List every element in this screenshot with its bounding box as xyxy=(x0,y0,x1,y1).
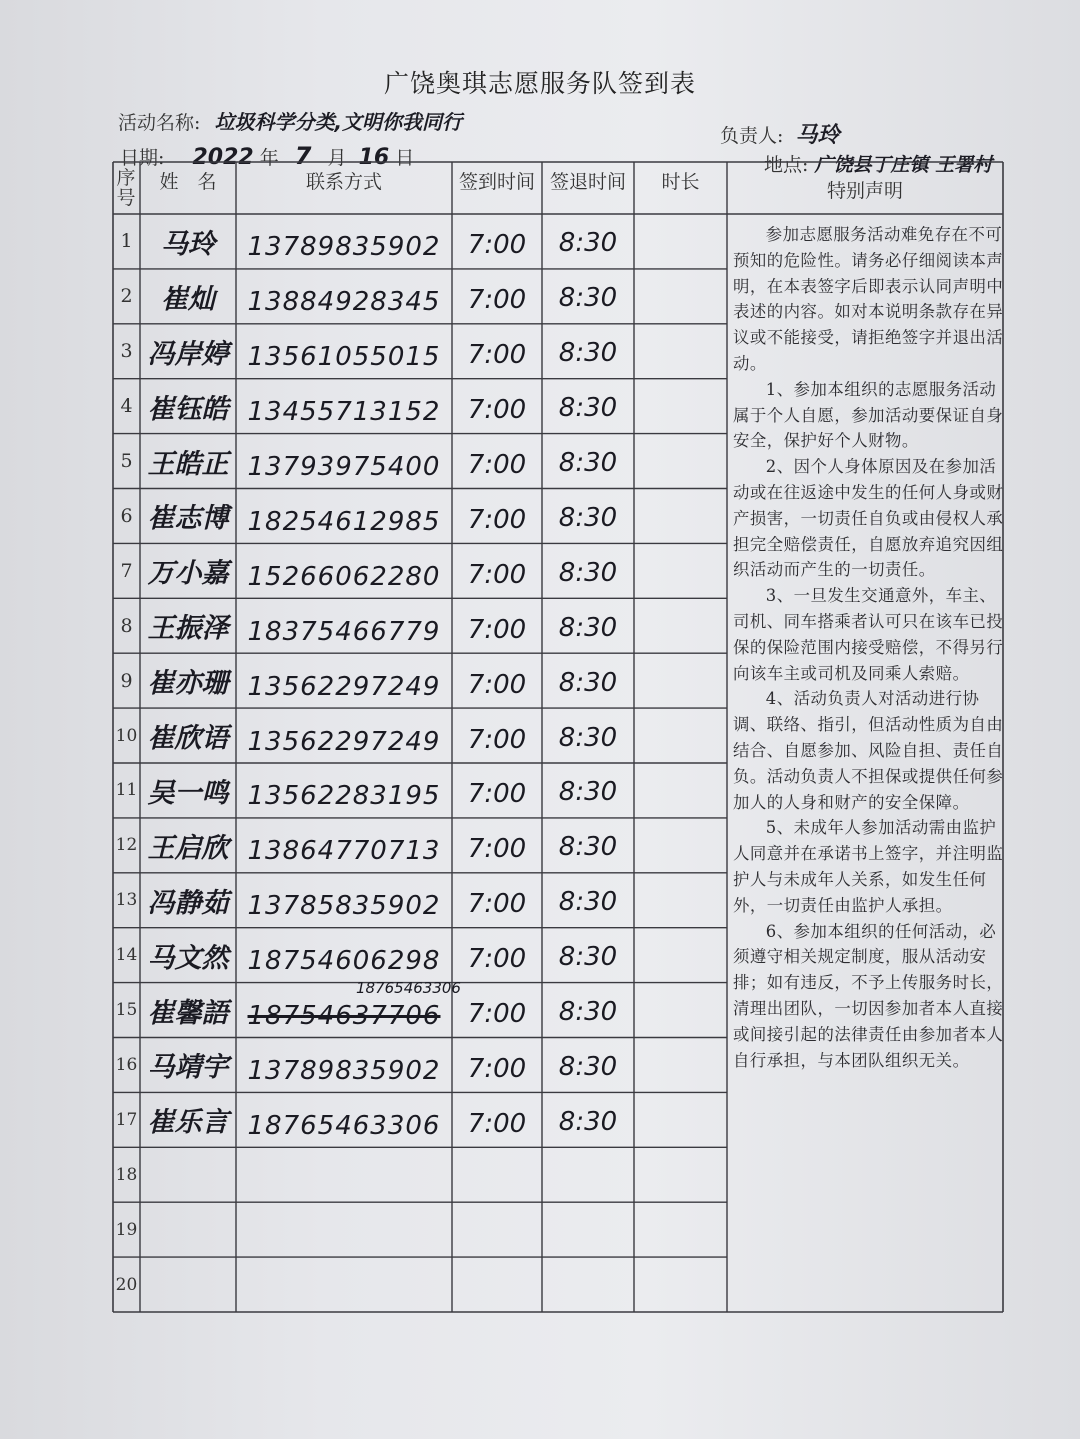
duration-cell xyxy=(634,598,727,653)
row-number: 20 xyxy=(115,1274,138,1295)
row-number: 9 xyxy=(120,669,133,692)
date-label: 日期: xyxy=(120,147,165,169)
participant-phone xyxy=(236,1153,452,1208)
participant-phone xyxy=(236,1208,452,1263)
statement-paragraph: 1、参加本组织的志愿服务活动属于个人自愿，参加活动要保证自身安全，保护好个人财物。 xyxy=(733,379,1004,451)
participant-name: 崔乐言 xyxy=(147,1107,229,1139)
participant-phone: 13785835902 xyxy=(247,891,441,922)
statement-paragraph: 3、一旦发生交通意外，车主、司机、同车搭乘者认可只在该车已投保的保险范围内接受赔偿，不得另行向该车主或司机及同乘人索赔。 xyxy=(733,586,1004,683)
row-number: 8 xyxy=(120,614,133,637)
duration-cell xyxy=(634,708,727,763)
checkout-time: 8:30 xyxy=(558,997,618,1028)
participant-phone xyxy=(236,1263,452,1318)
duration-cell xyxy=(634,379,727,434)
special-statement xyxy=(733,222,1005,1073)
row-number: 3 xyxy=(120,340,133,363)
checkout-time: 8:30 xyxy=(558,667,618,698)
checkout-time: 8:30 xyxy=(558,557,618,588)
duration-cell xyxy=(634,818,727,873)
checkout-time: 8:30 xyxy=(558,283,618,314)
statement-paragraph: 4、活动负责人对活动进行协调、联络、指引，但活动性质为自由结合、自愿参加、风险自担、责任自负。活动负责人不担保或提供任何参加人的人身和财产的安全保障。 xyxy=(733,689,1004,812)
duration-cell xyxy=(634,763,727,818)
duration-cell xyxy=(634,1092,727,1147)
row-number: 4 xyxy=(120,395,133,418)
participant-phone-corrected: 18765463306 xyxy=(356,978,461,997)
checkin-time: 7:00 xyxy=(467,1053,527,1084)
duration-cell xyxy=(634,1202,727,1257)
checkout-time xyxy=(542,1259,634,1314)
header-seq: 序号 xyxy=(116,167,136,209)
participant-name: 王皓正 xyxy=(147,448,229,480)
row-number: 13 xyxy=(115,890,138,911)
participant-name: 崔灿 xyxy=(161,283,215,315)
statement-paragraph: 2、因个人身体原因及在参加活动或在往返途中发生的任何人身或财产损害，一切责任自负或由侵权人承担完全赔偿责任，自愿放弃追究因组织活动而产生的一切责任。 xyxy=(733,457,1004,580)
participant-name: 马靖宇 xyxy=(147,1052,229,1084)
duration-cell xyxy=(634,214,727,269)
checkout-time: 8:30 xyxy=(558,502,618,533)
participant-name xyxy=(132,1147,244,1202)
header-checkin: 签到时间 xyxy=(458,170,535,193)
row-number: 6 xyxy=(120,504,133,527)
header-name: 姓 名 xyxy=(159,170,217,193)
date-day-unit: 日 xyxy=(395,147,415,169)
duration-cell xyxy=(634,1147,727,1202)
checkin-time: 7:00 xyxy=(467,504,527,535)
participant-phone: 18765463306 xyxy=(247,1110,441,1141)
participant-name xyxy=(132,1257,244,1312)
participant-phone: 13789835902 xyxy=(247,1055,441,1086)
row-number: 10 xyxy=(115,725,138,746)
participant-phone: 15266062280 xyxy=(247,561,441,592)
participant-name: 冯岸婷 xyxy=(147,338,229,370)
row-number: 7 xyxy=(120,559,133,582)
participant-phone: 13455713152 xyxy=(247,397,441,428)
activity-label: 活动名称: xyxy=(118,112,201,134)
date-day: 16 xyxy=(358,145,390,170)
checkin-time: 7:00 xyxy=(467,1108,527,1139)
checkout-time: 8:30 xyxy=(558,338,618,369)
duration-cell xyxy=(634,543,727,598)
checkout-time: 8:30 xyxy=(558,228,618,259)
checkin-time xyxy=(452,1151,542,1206)
row-number: 5 xyxy=(120,450,133,473)
participant-name: 王振泽 xyxy=(147,613,229,645)
checkin-time: 7:00 xyxy=(467,614,527,645)
checkout-time: 8:30 xyxy=(558,393,618,424)
duration-cell xyxy=(634,1257,727,1312)
participant-name: 崔志博 xyxy=(147,503,229,535)
date-year-unit: 年 xyxy=(259,147,279,169)
participant-name: 王启欣 xyxy=(147,832,229,864)
statement-paragraph: 参加志愿服务活动难免存在不可预知的危险性。请务必仔细阅读本声明，在本表签字后即表示认同声明中表述的内容。如对本说明条款存在异议或不能接受，请拒绝签字并退出活动。 xyxy=(733,225,1004,373)
participant-phone: 13562297249 xyxy=(247,671,441,702)
participant-name: 崔钰皓 xyxy=(147,393,229,425)
header-duration: 时长 xyxy=(661,170,700,193)
checkin-time: 7:00 xyxy=(467,450,527,481)
row-number: 18 xyxy=(115,1164,138,1185)
row-number: 11 xyxy=(115,780,138,801)
duration-cell xyxy=(634,324,727,379)
participant-phone: 13864770713 xyxy=(247,836,441,867)
participant-phone: 13561055015 xyxy=(247,342,441,373)
participant-phone: 13789835902 xyxy=(247,232,441,263)
participant-name: 冯静茹 xyxy=(147,887,229,919)
checkin-time: 7:00 xyxy=(467,395,527,426)
header-contact: 联系方式 xyxy=(305,170,382,193)
row-number: 12 xyxy=(115,835,138,856)
row-number: 15 xyxy=(115,1000,138,1021)
participant-phone: 13884928345 xyxy=(247,287,441,318)
participant-name: 万小嘉 xyxy=(147,558,229,590)
date-month-unit: 月 xyxy=(327,147,347,169)
duration-cell xyxy=(634,489,727,544)
participant-name: 马文然 xyxy=(147,942,229,974)
participant-name: 崔亦珊 xyxy=(147,668,229,700)
checkout-time: 8:30 xyxy=(558,722,618,753)
checkin-time: 7:00 xyxy=(467,285,527,316)
participant-phone: 18375466779 xyxy=(247,616,441,647)
checkout-time: 8:30 xyxy=(558,1051,618,1082)
checkout-time: 8:30 xyxy=(558,1106,618,1137)
row-number: 14 xyxy=(115,945,138,966)
checkin-time: 7:00 xyxy=(467,889,527,920)
checkout-time: 8:30 xyxy=(558,777,618,808)
duration-cell xyxy=(634,1038,727,1093)
checkin-time xyxy=(452,1261,542,1316)
participant-phone: 13562297249 xyxy=(247,726,441,757)
row-number: 16 xyxy=(115,1054,138,1075)
checkout-time: 8:30 xyxy=(558,887,618,918)
duration-cell xyxy=(634,983,727,1038)
participant-name: 马玲 xyxy=(161,228,215,260)
place-label: 地点: xyxy=(764,154,809,176)
statement-paragraph: 6、参加本组织的任何活动，必须遵守相关规定制度，服从活动安排；如有违反，不予上传服务时长，清理出团队，一切因参加者本人直接或间接引起的法律责任由参加者本人自行承担，与本团队组织无关。 xyxy=(733,921,1004,1070)
checkin-time: 7:00 xyxy=(467,669,527,700)
checkout-time xyxy=(542,1204,634,1259)
participant-phone: 18754606298 xyxy=(247,946,441,977)
duration-cell xyxy=(634,653,727,708)
participant-phone: 13793975400 xyxy=(247,452,441,483)
participant-name: 崔馨語 xyxy=(147,997,229,1029)
row-number: 19 xyxy=(115,1219,138,1240)
participant-name: 吴一鸣 xyxy=(147,777,229,809)
checkin-time: 7:00 xyxy=(467,559,527,590)
participant-phone: 18254612985 xyxy=(247,506,441,537)
checkin-time: 7:00 xyxy=(467,724,527,755)
duration-cell xyxy=(634,434,727,489)
header-checkout: 签退时间 xyxy=(549,170,626,193)
leader-value: 马玲 xyxy=(795,123,840,148)
checkin-time: 7:00 xyxy=(467,999,527,1030)
header-statement: 特别声明 xyxy=(826,180,903,202)
checkin-time: 7:00 xyxy=(467,340,527,371)
checkout-time: 8:30 xyxy=(558,448,618,479)
checkin-time: 7:00 xyxy=(467,779,527,810)
duration-cell xyxy=(634,928,727,983)
participant-phone-struck: 18754637706 xyxy=(247,1001,441,1032)
checkout-time: 8:30 xyxy=(558,612,618,643)
checkout-time: 8:30 xyxy=(558,832,618,863)
activity-value: 垃圾科学分类,文明你我同行 xyxy=(214,110,463,134)
participant-name: 崔欣语 xyxy=(147,723,229,755)
checkout-time: 8:30 xyxy=(558,942,618,973)
leader-label: 负责人: xyxy=(720,125,784,147)
duration-cell xyxy=(634,269,727,324)
row-number: 17 xyxy=(115,1109,138,1130)
sheet-title: 广饶奥琪志愿服务队签到表 xyxy=(383,69,696,98)
checkin-time: 7:00 xyxy=(467,230,527,261)
duration-cell xyxy=(634,873,727,928)
checkin-time: 7:00 xyxy=(467,834,527,865)
row-number: 2 xyxy=(120,285,133,308)
checkin-time: 7:00 xyxy=(467,944,527,975)
date-year: 2022 xyxy=(192,145,254,170)
row-number: 1 xyxy=(120,230,133,253)
place-value: 广饶县丁庄镇 王署村 xyxy=(814,154,993,176)
checkout-time xyxy=(542,1149,634,1204)
participant-name xyxy=(132,1202,244,1257)
statement-paragraph: 5、未成年人参加活动需由监护人同意并在承诺书上签字，并注明监护人与未成年人关系，如发生任何外，一切责任由监护人承担。 xyxy=(733,818,1004,915)
date-month: 7 xyxy=(294,142,312,170)
participant-phone: 13562283195 xyxy=(247,781,441,812)
checkin-time xyxy=(452,1206,542,1261)
